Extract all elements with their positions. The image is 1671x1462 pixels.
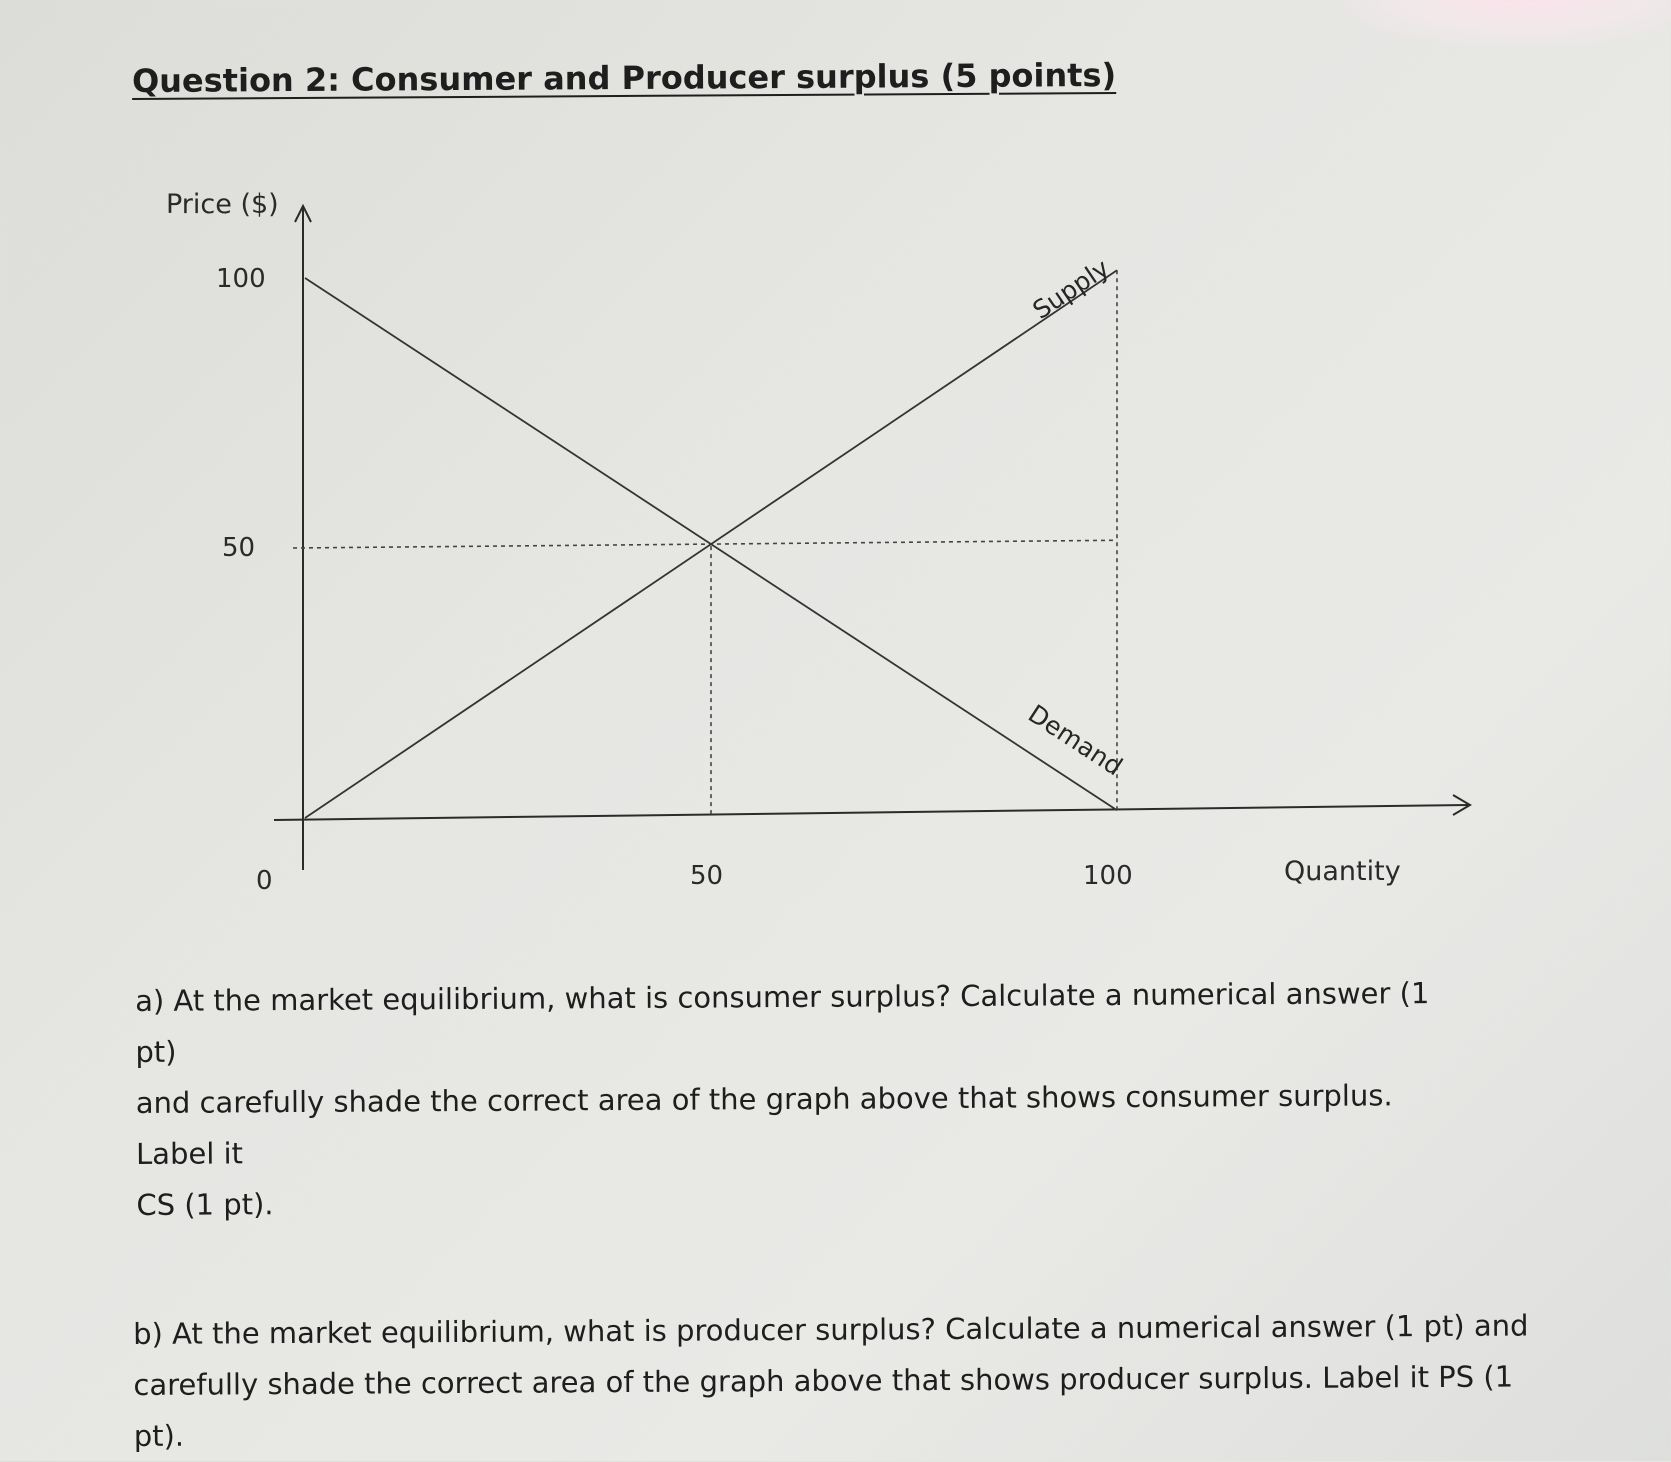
y-axis-title: Price ($) — [166, 189, 279, 220]
y-tick-label-100: 100 — [216, 264, 266, 294]
question-b-line-1: b) At the market equilibrium, what is producer surplus? Calculate a numerical answer (1 pt) and — [133, 1308, 1529, 1351]
question-b-line-3: pt). — [133, 1418, 185, 1453]
graph-labels — [166, 189, 1401, 896]
x-tick-label-100: 100 — [1083, 861, 1133, 891]
question-b — [133, 1300, 1534, 1462]
x-axis-line — [274, 805, 1468, 820]
x-axis-title: Quantity — [1284, 856, 1401, 887]
series-lines — [305, 270, 1117, 818]
demand-label: Demand — [1023, 698, 1128, 782]
graph-axes — [274, 206, 1470, 870]
x-tick-label-0: 0 — [256, 866, 273, 896]
supply-label: Supply — [1027, 253, 1115, 325]
question-a-line-2: and carefully shade the correct area of the graph above that shows consumer surplus. Label it — [135, 1078, 1393, 1171]
page-title: Question 2: Consumer and Producer surplus (5 points) — [131, 55, 1117, 100]
question-a — [135, 968, 1477, 1231]
y-tick-label-50: 50 — [222, 533, 256, 563]
question-a-line-1: a) At the market equilibrium, what is consumer surplus? Calculate a numerical answer (1 pt) — [135, 976, 1430, 1069]
question-a-line-3: CS (1 pt). — [136, 1187, 274, 1222]
reference-line-horizontal-0 — [293, 540, 1117, 548]
question-b-line-2: carefully shade the correct area of the graph above that shows producer surplus. Label it PS (1 — [133, 1359, 1514, 1402]
x-tick-label-50: 50 — [690, 861, 724, 891]
